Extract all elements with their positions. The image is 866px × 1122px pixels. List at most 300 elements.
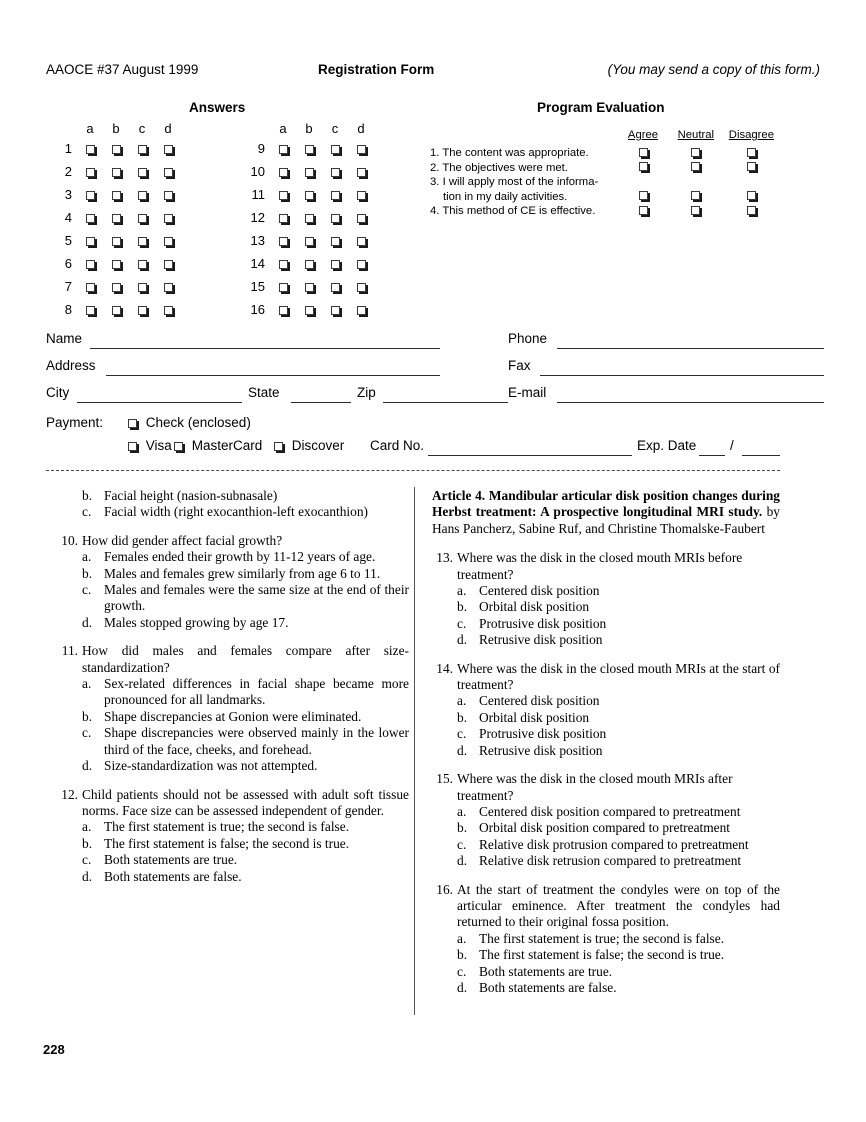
answer-checkbox-4b[interactable]: [112, 214, 121, 223]
pe-checkbox-q1-neutral[interactable]: [691, 148, 700, 157]
answer-cell-5d: [155, 229, 181, 252]
quiz-option-letter: b.: [457, 820, 468, 836]
answers-row: [52, 206, 181, 229]
quiz-option-text: The first statement is false; the second is true.: [479, 947, 725, 963]
answer-cell-9b: [296, 137, 322, 160]
quiz-question-number: 15.: [436, 771, 453, 787]
answers-row-number: 14: [250, 256, 265, 271]
pe-cell-q1-neutral: [669, 146, 723, 161]
pe-checkbox-q1-agree[interactable]: [639, 148, 648, 157]
answer-cell-4d: [155, 206, 181, 229]
answer-checkbox-16a[interactable]: [279, 306, 288, 315]
visa-label: Visa: [145, 438, 172, 453]
quiz-option-letter: b.: [457, 599, 468, 615]
answers-row-number: 12: [250, 210, 265, 225]
quiz-option: [432, 616, 780, 632]
quiz-option-text: Males stopped growing by age 17.: [104, 614, 289, 630]
answer-checkbox-9c[interactable]: [331, 145, 340, 154]
answer-cell-10c: [322, 160, 348, 183]
program-evaluation-body: [430, 129, 780, 219]
answer-cell-11a: [270, 183, 296, 206]
quiz-option-letter: c.: [82, 582, 92, 598]
answer-checkbox-3a[interactable]: [86, 191, 95, 200]
quiz-option-letter: a.: [82, 676, 92, 692]
answer-checkbox-3c[interactable]: [138, 191, 147, 200]
continued-option-list: [57, 488, 409, 521]
quiz-option: [432, 964, 780, 980]
answer-checkbox-7c[interactable]: [138, 283, 147, 292]
quiz-question: [57, 533, 409, 549]
answer-cell-8c: [129, 298, 155, 321]
quiz-option-text: Centered disk position compared to pretreatment: [479, 803, 741, 819]
page-header: [46, 62, 820, 80]
pe-cell-q3-agree: [617, 190, 669, 205]
answers-row: [245, 206, 374, 229]
quiz-option-text: The first statement is true; the second is false.: [104, 819, 350, 835]
answer-checkbox-6d[interactable]: [164, 260, 173, 269]
quiz-option-list: [57, 819, 409, 885]
program-evaluation-header-spacer: [430, 129, 617, 146]
program-evaluation-question-text: The objectives were met.: [442, 161, 568, 174]
pe-cell-q2-neutral: [669, 161, 723, 176]
quiz-option-letter: d.: [457, 979, 468, 995]
answer-cell-9a: [270, 137, 296, 160]
quiz-option-text: Both statements are true.: [104, 852, 238, 868]
quiz-option-text: Both statements are false.: [104, 868, 242, 884]
quiz-option-letter: b.: [82, 488, 93, 503]
quiz-question-number: 10.: [61, 532, 78, 548]
answer-checkbox-11a[interactable]: [279, 191, 288, 200]
scale-header-label: Neutral: [677, 129, 715, 141]
quiz-question: [432, 771, 780, 804]
answer-checkbox-6c[interactable]: [138, 260, 147, 269]
pe-cell-q3-neutral: [669, 190, 723, 205]
quiz-option-text: Males and females were the same size at the end of their growth.: [104, 582, 409, 614]
article-label: Article 4.: [432, 488, 489, 503]
answer-cell-15a: [270, 275, 296, 298]
answer-checkbox-1a[interactable]: [86, 145, 95, 154]
quiz-option: [57, 488, 409, 504]
pe-checkbox-q2-agree[interactable]: [639, 162, 648, 171]
quiz-column-left: [57, 488, 409, 897]
fax-input[interactable]: [540, 375, 824, 376]
answer-checkbox-7d[interactable]: [164, 283, 173, 292]
answer-checkbox-6a[interactable]: [86, 260, 95, 269]
phone-input[interactable]: [557, 348, 824, 349]
answers-row: [245, 137, 374, 160]
answer-cell-1b: [103, 137, 129, 160]
answer-cell-4c: [129, 206, 155, 229]
answer-cell-8d: [155, 298, 181, 321]
answers-section-title: Answers: [189, 100, 246, 115]
answer-checkbox-4a[interactable]: [86, 214, 95, 223]
quiz-option-text: Orbital disk position compared to pretreatment: [479, 820, 731, 836]
address-input[interactable]: [106, 375, 440, 376]
quiz-option: [57, 758, 409, 774]
quiz-question-text: Child patients should not be assessed with adult soft tissue norms. Face size can be assessed independent of gender.: [82, 786, 409, 818]
answer-cell-5a: [77, 229, 103, 252]
answers-table: [245, 120, 374, 321]
quiz-question-block: [57, 787, 409, 885]
article-heading: [432, 488, 780, 537]
program-evaluation-question-number: 2.: [430, 161, 443, 174]
answer-cell-5c: [129, 229, 155, 252]
answer-checkbox-16d[interactable]: [357, 306, 366, 315]
answer-checkbox-13d[interactable]: [357, 237, 366, 246]
quiz-question-block: [57, 643, 409, 774]
quiz-option: [432, 980, 780, 996]
program-evaluation-table: [430, 129, 780, 219]
email-input[interactable]: [557, 402, 824, 403]
answer-checkbox-6b[interactable]: [112, 260, 121, 269]
exp-year-input[interactable]: [742, 455, 780, 456]
quiz-option-letter: c.: [82, 852, 92, 868]
answers-row-number: 2: [64, 164, 72, 179]
answer-checkbox-14a[interactable]: [279, 260, 288, 269]
answer-checkbox-8b[interactable]: [112, 306, 121, 315]
pe-checkbox-q2-neutral[interactable]: [691, 162, 700, 171]
quiz-option-letter: b.: [457, 947, 468, 963]
pe-checkbox-q3-neutral[interactable]: [691, 191, 700, 200]
quiz-question-text: At the start of treatment the condyles were on top of the articular eminence. After treatment the condyles had returned to their original fossa position.: [457, 881, 780, 930]
answer-checkbox-7b[interactable]: [112, 283, 121, 292]
quiz-question-text: Where was the disk in the closed mouth MRIs at the start of treatment?: [457, 660, 780, 693]
answer-checkbox-4c[interactable]: [138, 214, 147, 223]
pe-checkbox-q1-disagree[interactable]: [747, 148, 756, 157]
address-fax-row: [46, 358, 780, 378]
quiz-question: [432, 550, 780, 583]
answer-cell-14b: [296, 252, 322, 275]
state-label: State: [248, 385, 280, 400]
answers-corner-cell: [52, 120, 77, 137]
answers-head: [245, 120, 374, 137]
answer-checkbox-7a[interactable]: [86, 283, 95, 292]
answer-checkbox-9b[interactable]: [305, 145, 314, 154]
answers-row: [52, 183, 181, 206]
zip-input[interactable]: [383, 402, 508, 403]
answer-checkbox-1d[interactable]: [164, 145, 173, 154]
quiz-question: [432, 661, 780, 694]
quiz-option: [432, 820, 780, 836]
answers-row: [245, 252, 374, 275]
answer-checkbox-14c[interactable]: [331, 260, 340, 269]
answer-cell-12b: [296, 206, 322, 229]
answers-row-number: 1: [64, 141, 72, 156]
answers-row: [245, 298, 374, 321]
answer-cell-2c: [129, 160, 155, 183]
answer-checkbox-16b[interactable]: [305, 306, 314, 315]
answer-checkbox-15d[interactable]: [357, 283, 366, 292]
state-input[interactable]: [291, 402, 351, 403]
city-input[interactable]: [77, 402, 242, 403]
answer-cell-16c: [322, 298, 348, 321]
answer-cell-1a: [77, 137, 103, 160]
answers-row-number: 8: [64, 302, 72, 317]
discover-checkbox[interactable]: [274, 442, 283, 451]
answer-checkbox-5d[interactable]: [164, 237, 173, 246]
check-label: Check (enclosed): [145, 415, 251, 430]
answer-cell-15b: [296, 275, 322, 298]
answer-cell-1d: [155, 137, 181, 160]
quiz-option-letter: a.: [82, 819, 92, 835]
quiz-option: [432, 632, 780, 648]
quiz-option: [57, 676, 409, 709]
quiz-option-text: Shape discrepancies at Gonion were eliminated.: [104, 708, 362, 724]
answers-row-number: 7: [64, 279, 72, 294]
quiz-option: [432, 931, 780, 947]
answer-checkbox-9a[interactable]: [279, 145, 288, 154]
answer-checkbox-16c[interactable]: [331, 306, 340, 315]
program-evaluation-question-3: [430, 190, 617, 205]
answers-column-header-d: d: [357, 121, 365, 136]
answer-checkbox-10a[interactable]: [279, 168, 288, 177]
program-evaluation-row: [430, 175, 780, 190]
answers-table: [52, 120, 181, 321]
card-no-input[interactable]: [428, 455, 632, 456]
answers-row: [52, 137, 181, 160]
visa-checkbox[interactable]: [128, 442, 137, 451]
quiz-option: [57, 852, 409, 868]
answer-checkbox-13a[interactable]: [279, 237, 288, 246]
quiz-question-block: [432, 550, 780, 648]
quiz-question-number: 14.: [436, 660, 453, 676]
answer-cell-3d: [155, 183, 181, 206]
answer-cell-1c: [129, 137, 155, 160]
quiz-option-text: Protrusive disk position: [479, 726, 607, 742]
pe-cell-q3-neutral: [669, 175, 723, 190]
exp-month-input[interactable]: [699, 455, 725, 456]
program-evaluation-question-1: [430, 146, 617, 161]
quiz-option-list: [57, 549, 409, 631]
pe-checkbox-q4-neutral[interactable]: [691, 206, 700, 215]
pe-cell-q3-disagree: [723, 175, 780, 190]
answer-checkbox-5b[interactable]: [112, 237, 121, 246]
quiz-option: [432, 726, 780, 742]
issue-label: AAOCE #37 August 1999: [46, 62, 199, 77]
answer-checkbox-14b[interactable]: [305, 260, 314, 269]
discover-label: Discover: [291, 438, 345, 453]
answer-cell-7d: [155, 275, 181, 298]
answers-row: [52, 160, 181, 183]
answer-checkbox-10c[interactable]: [331, 168, 340, 177]
answers-corner-cell: [245, 120, 270, 137]
quiz-question: [57, 787, 409, 820]
scale-header-neutral: [669, 129, 723, 146]
program-evaluation-row: [430, 146, 780, 161]
quiz-option-list: [432, 931, 780, 997]
answer-checkbox-4d[interactable]: [164, 214, 173, 223]
pe-checkbox-q4-agree[interactable]: [639, 206, 648, 215]
answer-checkbox-9d[interactable]: [357, 145, 366, 154]
answers-column-header-c: c: [138, 121, 146, 136]
name-label: Name: [46, 331, 83, 346]
answer-cell-14a: [270, 252, 296, 275]
quiz-option: [432, 837, 780, 853]
quiz-option: [57, 504, 409, 520]
mastercard-label: MasterCard: [191, 438, 263, 453]
quiz-option-letter: d.: [457, 632, 468, 648]
program-evaluation-question-4: [430, 204, 617, 219]
quiz-option: [57, 566, 409, 582]
answer-cell-7c: [129, 275, 155, 298]
program-evaluation-question-text: This method of CE is effective.: [442, 205, 596, 218]
answer-cell-6a: [77, 252, 103, 275]
quiz-option-text: Size-standardization was not attempted.: [104, 758, 318, 774]
quiz-question-block: [432, 661, 780, 759]
quiz-option: [57, 615, 409, 631]
quiz-option-letter: b.: [82, 835, 93, 851]
answer-checkbox-10b[interactable]: [305, 168, 314, 177]
answers-row-number: 10: [250, 164, 265, 179]
answers-body: [52, 137, 181, 321]
quiz-option-letter: c.: [82, 504, 92, 520]
answers-header-row: [245, 120, 374, 137]
article-byline: by Hans Pancherz, Sabine Ruf, and Christine Thomalske-Faubert: [432, 504, 780, 536]
answers-row-number: 3: [64, 187, 72, 202]
answer-checkbox-15a[interactable]: [279, 283, 288, 292]
answer-checkbox-11b[interactable]: [305, 191, 314, 200]
answer-checkbox-11c[interactable]: [331, 191, 340, 200]
answer-checkbox-11d[interactable]: [357, 191, 366, 200]
scale-header-disagree: [723, 129, 780, 146]
quiz-option-letter: a.: [457, 583, 467, 599]
answer-checkbox-13b[interactable]: [305, 237, 314, 246]
answer-cell-13c: [322, 229, 348, 252]
answer-cell-7b: [103, 275, 129, 298]
answer-cell-16a: [270, 298, 296, 321]
pe-cell-q4-disagree: [723, 204, 780, 219]
city-label: City: [46, 385, 70, 400]
mastercard-checkbox[interactable]: [174, 442, 183, 451]
program-evaluation-question-2: [430, 161, 617, 176]
answer-checkbox-14d[interactable]: [357, 260, 366, 269]
quiz-option: [57, 836, 409, 852]
quiz-option-list: [432, 693, 780, 759]
answer-cell-2d: [155, 160, 181, 183]
answer-cell-10b: [296, 160, 322, 183]
pe-checkbox-q3-agree[interactable]: [639, 191, 648, 200]
answer-cell-15c: [322, 275, 348, 298]
pe-checkbox-q3-disagree[interactable]: [747, 191, 756, 200]
program-evaluation-row: [430, 161, 780, 176]
answers-row-number: 6: [64, 256, 72, 271]
answers-header-row: [52, 120, 181, 137]
quiz-option-text: Males and females grew similarly from age 6 to 11.: [104, 565, 381, 581]
pe-checkbox-q2-disagree[interactable]: [747, 162, 756, 171]
answer-checkbox-2b[interactable]: [112, 168, 121, 177]
answers-column-header-d: d: [164, 121, 172, 136]
answer-checkbox-12c[interactable]: [331, 214, 340, 223]
answer-checkbox-12d[interactable]: [357, 214, 366, 223]
quiz-option-text: Protrusive disk position: [479, 615, 607, 631]
quiz-question-text: How did gender affect facial growth?: [82, 532, 283, 548]
answer-checkbox-8a[interactable]: [86, 306, 95, 315]
answer-checkbox-1c[interactable]: [138, 145, 147, 154]
pe-cell-q2-agree: [617, 161, 669, 176]
answer-checkbox-5c[interactable]: [138, 237, 147, 246]
answer-checkbox-3b[interactable]: [112, 191, 121, 200]
answer-checkbox-2a[interactable]: [86, 168, 95, 177]
quiz-option: [432, 583, 780, 599]
scale-header-agree: [617, 129, 669, 146]
answer-checkbox-15c[interactable]: [331, 283, 340, 292]
answer-cell-13b: [296, 229, 322, 252]
answer-checkbox-15b[interactable]: [305, 283, 314, 292]
answers-row: [245, 183, 374, 206]
answer-cell-10a: [270, 160, 296, 183]
quiz-option: [432, 947, 780, 963]
answer-checkbox-2c[interactable]: [138, 168, 147, 177]
program-evaluation-question-number: 1.: [430, 147, 443, 159]
quiz-option: [57, 582, 409, 615]
program-evaluation-question-text: The content was appropriate.: [442, 147, 589, 159]
payment-check-row: [46, 415, 780, 435]
answer-checkbox-5a[interactable]: [86, 237, 95, 246]
pe-checkbox-q4-disagree[interactable]: [747, 206, 756, 215]
answer-checkbox-1b[interactable]: [112, 145, 121, 154]
answer-checkbox-2d[interactable]: [164, 168, 173, 177]
quiz-question-block: [57, 533, 409, 631]
answer-cell-9c: [322, 137, 348, 160]
pe-cell-q2-disagree: [723, 161, 780, 176]
quiz-option-letter: c.: [457, 615, 467, 631]
quiz-option-text: Centered disk position: [479, 583, 600, 599]
quiz-question: [57, 643, 409, 676]
exp-separator: /: [730, 438, 734, 453]
article-title: Mandibular articular disk position changes during Herbst treatment: A prospective longitudinal MRI study.: [432, 488, 780, 520]
answers-grid-left: [52, 120, 181, 321]
exp-date-label: Exp. Date: [637, 438, 697, 453]
answer-cell-13d: [348, 229, 374, 252]
quiz-option-text: The first statement is false; the second is true.: [104, 835, 350, 851]
answer-cell-6d: [155, 252, 181, 275]
answer-cell-12c: [322, 206, 348, 229]
quiz-option-text: The first statement is true; the second is false.: [479, 930, 725, 946]
answer-checkbox-12b[interactable]: [305, 214, 314, 223]
answer-checkbox-10d[interactable]: [357, 168, 366, 177]
answers-row-number: 13: [250, 233, 265, 248]
name-input[interactable]: [90, 348, 440, 349]
quiz-option: [432, 599, 780, 615]
quiz-option: [57, 725, 409, 758]
quiz-option: [432, 710, 780, 726]
check-checkbox[interactable]: [128, 419, 137, 428]
quiz-option-text: Facial height (nasion-subnasale): [104, 488, 278, 503]
city-state-zip-email-row: [46, 385, 780, 405]
answer-checkbox-3d[interactable]: [164, 191, 173, 200]
quiz-option-letter: a.: [82, 549, 92, 565]
quiz-option-text: Retrusive disk position: [479, 632, 603, 648]
answers-column-header-a: a: [279, 121, 287, 136]
answers-row-number: 5: [64, 233, 72, 248]
answer-checkbox-13c[interactable]: [331, 237, 340, 246]
quiz-option-text: Relative disk retrusion compared to pretreatment: [479, 853, 742, 869]
quiz-option-text: Retrusive disk position: [479, 742, 603, 758]
answer-cell-16b: [296, 298, 322, 321]
answer-checkbox-8d[interactable]: [164, 306, 173, 315]
answers-row: [52, 275, 181, 298]
answers-row: [245, 229, 374, 252]
quiz-option: [57, 549, 409, 565]
answer-cell-4b: [103, 206, 129, 229]
answers-column-header-b: b: [305, 121, 313, 136]
quiz-question-block: [432, 882, 780, 997]
quiz-option-text: Orbital disk position: [479, 599, 590, 615]
answer-checkbox-8c[interactable]: [138, 306, 147, 315]
quiz-option-letter: a.: [457, 930, 467, 946]
answer-checkbox-12a[interactable]: [279, 214, 288, 223]
pe-cell-q3-disagree: [723, 190, 780, 205]
